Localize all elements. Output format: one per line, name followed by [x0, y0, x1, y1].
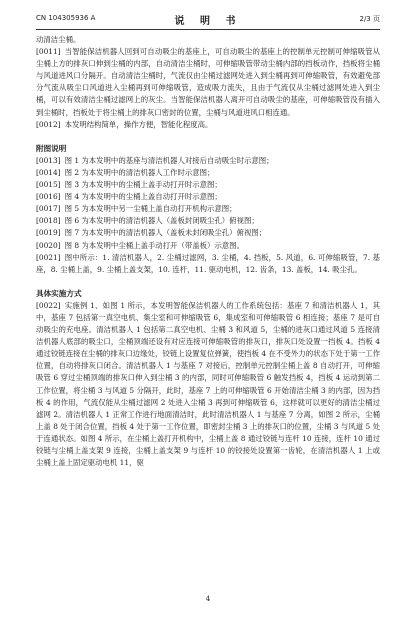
paragraph-number: [0014]	[36, 167, 61, 177]
paragraph-text: 图 8 为本发明中尘桶上盖手动打开（带盖板）示意图。	[64, 240, 244, 250]
paragraph	[36, 46, 380, 119]
paragraph-number: [0016]	[36, 192, 61, 202]
page-header	[36, 12, 380, 26]
paragraph	[36, 300, 380, 469]
paragraph-number: [0015]	[36, 180, 61, 190]
document-title: 说 明 书	[174, 16, 242, 27]
page-indicator: 2/3 页	[359, 15, 380, 23]
paragraph-text: 图 6 为本发明中的清洁机器人（盖板封闭吸尘孔）俯视图；	[64, 216, 259, 226]
paragraph	[36, 167, 380, 179]
patent-number: CN 104305936 A	[36, 14, 96, 22]
paragraph-text: 本发明结构简单，操作方便，智能化程度高。	[64, 119, 213, 129]
paragraph	[36, 191, 380, 203]
paragraph-text: 图 7 为本发明中的清洁机器人（盖板未封闭吸尘孔）俯视图；	[64, 228, 267, 238]
paragraph-text: 动清洁尘桶。	[36, 35, 81, 44]
paragraph	[36, 119, 380, 131]
paragraph-text: 图中所示：1. 清洁机器人，2. 尘桶过滤网，3. 尘桶，4. 挡板，5. 风道，6. 可伸缩吸管，7. 基座，8. 尘桶上盖，9. 尘桶上盖支架，10. 连杆，11. 驱动电机，12. 齿条，13. 盖板，14. 吸尘孔。	[36, 252, 380, 274]
paragraph-text: 图 4 为本发明中的尘桶上盖自动打开时示意图；	[64, 192, 222, 202]
paragraph-number: [0011]	[36, 47, 61, 57]
section-gap	[36, 131, 380, 143]
paragraph-text: 图 5 为本发明中另一尘桶上盖自动打开机构示意图；	[64, 204, 237, 214]
header-rule	[36, 29, 380, 30]
paragraph	[36, 155, 380, 167]
paragraph-text: 实施例 1、如图 1 所示，本发明智能保洁机器人的工作系统包括：基座 7 和清洁机器人 1，其中，基座 7 包括第一真空电机、集尘室和可伸缩吸管 6，集成室和可伸缩吸管 6 相连接；基座 7 是可自动吸尘的充电座。清洁机器人 1 包括第二真空电机、尘桶 3 和风道 5，尘桶的进灰口通过风道 5 连接清洁机器人底部的吸尘口，尘桶顶端还设有对应连接可伸缩吸管的排灰口，排灰口处设置一挡板 4。挡板 4 通过铰链连接在尘桶的排灰口边缘处，铰链上设置复位弹簧，使挡板 4 在不受外力的状态下处于第一工作位置，自动将排灰口闭合。清洁机器人 1 与基座 7 对接后，控制单元控制尘桶上盖 8 自动打开，可伸缩吸管 6 穿过尘桶顶端的排灰口伸入到尘桶 3 的内部，同时可伸缩吸管 6 触发挡板 4，挡板 4 运动到第二工作位置，将尘桶 3 与风道 5 分隔开，此时，基座 7 上的可伸缩吸管 6 开始清洁尘桶 3 的内部，因为挡板 4 的作用，气流仅能从尘桶过滤网 2 处进入尘桶 3 再到可伸缩吸管 6，这样就可以更好的清洁尘桶过滤网 2。清洁机器人 1 正常工作进行地面清洁时，此时清洁机器人 1 与基座 7 分离，如图 2 所示，尘桶上盖 8 处于闭合位置，挡板 4 处于第一工作位置，即密封尘桶 3 上的排灰口的位置，尘桶 3 与风道 5 处于连通状态。如图 4 所示，在尘桶上盖打开机构中，尘桶上盖 8 通过铰链与连杆 10 连接，连杆 10 通过铰链与尘桶上盖支架 9 连接，尘桶上盖支架 9 与连杆 10 的铰接处设置第一齿轮，在清洁机器人 1 上或尘桶上盖上固定驱动电机 11，驱	[36, 300, 380, 468]
paragraph	[36, 34, 380, 46]
paragraph-text: 图 1 为本发明中的基座与清洁机器人对接后自动吸尘时示意图；	[64, 155, 274, 165]
paragraph-text: 当智能保洁机器人回到可自动吸尘的基座上，可自动吸尘的基座上的控制单元控制可伸缩吸管从尘桶上方的排灰口伸到尘桶的内部，自动清洁尘桶时，可伸缩吸管带动尘桶内部的挡板动作，挡板将尘桶与风道进风口分隔开。自动清洁尘桶时，气流仅由尘桶过滤网处进入到尘桶再到可伸缩吸管，有效避免部分气流从吸尘口风道进入尘桶再到可伸缩吸管，造成吸力流失，且由于气流仅从尘桶过滤网处进入到尘桶，可以有效清洁尘桶过滤网上的灰尘。当智能保洁机器人离开可自动吸尘的基座，可伸缩吸管没有插入到尘桶时，挡板处于将尘桶上的排灰口密封的位置，尘桶与风道进风口相连通。	[36, 47, 380, 117]
paragraph-number: [0021]	[36, 252, 61, 262]
paragraph-text: 图 2 为本发明中的清洁机器人工作时示意图；	[64, 167, 215, 177]
paragraph	[36, 240, 380, 252]
paragraph-number: [0022]	[36, 300, 61, 310]
page-number: 4	[205, 595, 211, 603]
paragraph	[36, 179, 380, 191]
paragraph-number: [0013]	[36, 155, 61, 165]
document-body	[36, 34, 380, 469]
paragraph-number: [0020]	[36, 240, 61, 250]
paragraph	[36, 252, 380, 276]
paragraph	[36, 203, 380, 215]
paragraph	[36, 215, 380, 227]
section-gap	[36, 276, 380, 288]
section-heading: 具体实施方式	[36, 288, 82, 298]
paragraph	[36, 227, 380, 239]
paragraph-text: 图 3 为本发明中的尘桶上盖手动打开时示意图；	[64, 180, 222, 190]
paragraph-number: [0018]	[36, 216, 61, 226]
section-heading: 附图说明	[36, 143, 67, 153]
paragraph-number: [0012]	[36, 119, 61, 129]
paragraph-number: [0019]	[36, 228, 61, 238]
paragraph-number: [0017]	[36, 204, 61, 214]
